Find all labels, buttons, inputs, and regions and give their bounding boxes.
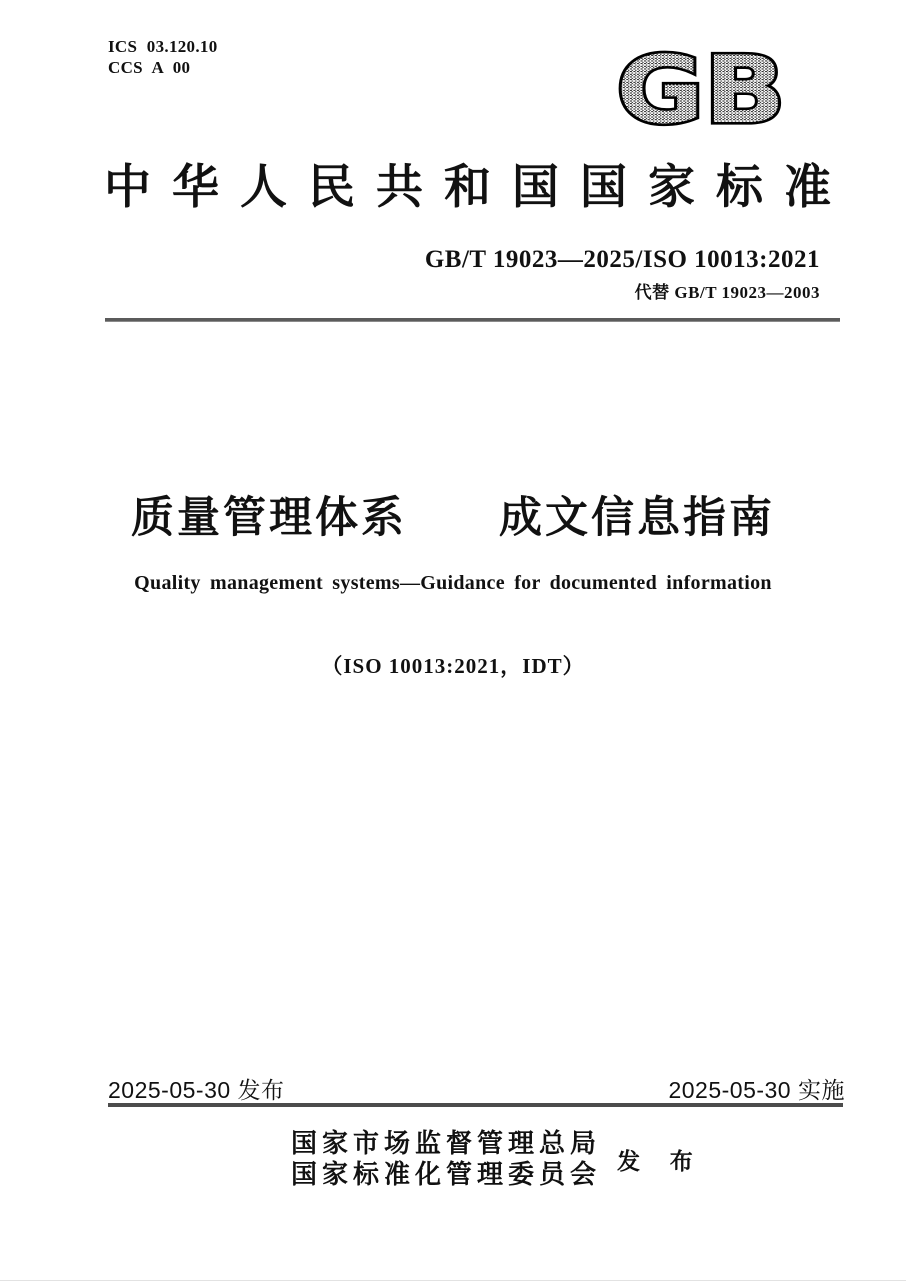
ccs-code: CCS A 00 <box>108 58 191 77</box>
agency-line-2: 国家标准化管理委员会 <box>291 1160 602 1189</box>
publish-label: 发 布 <box>617 1148 705 1174</box>
document-title-english: Quality management systems—Guidance for documented information <box>134 572 772 594</box>
issuing-agencies <box>291 1128 601 1190</box>
standard-number: GB/T 19023—2025/ISO 10013:2021 <box>424 246 820 273</box>
document-title-chinese: 质量管理体系 成文信息指南 <box>131 494 775 542</box>
national-standard-heading: 中华人民共和国国家标准 <box>104 162 852 214</box>
issue-date: 2025-05-30 发布 <box>108 1077 285 1103</box>
header-rule <box>105 318 840 322</box>
agency-line-1: 国家市场监督管理总局 <box>291 1129 602 1158</box>
classification-codes <box>108 36 218 78</box>
publisher-block <box>291 1128 705 1190</box>
ics-code: ICS 03.120.10 <box>108 37 218 56</box>
svg-text:GB: GB <box>616 42 786 136</box>
implementation-date: 2025-05-30 实施 <box>668 1077 845 1103</box>
iso-equivalence-note: （ISO 10013:2021，IDT） <box>321 654 585 678</box>
replaces-note: 代替 GB/T 19023—2003 <box>634 283 820 302</box>
footer-rule <box>108 1103 843 1107</box>
gb-logo-icon <box>612 42 790 136</box>
